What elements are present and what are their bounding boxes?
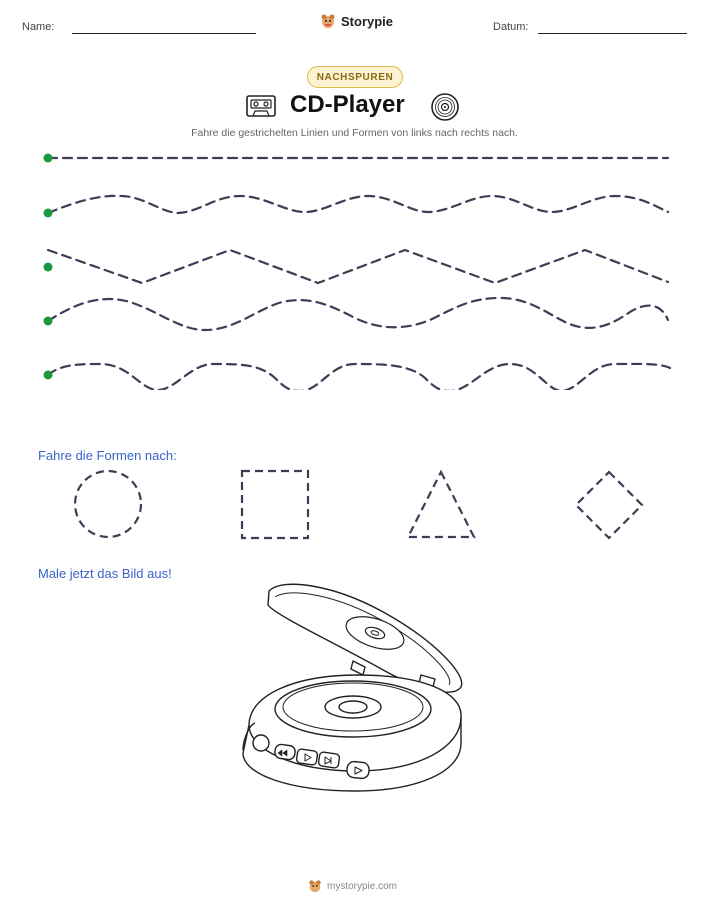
date-line[interactable] (538, 33, 687, 34)
brand-logo (320, 13, 393, 29)
footer-url[interactable]: mystorypie.com (327, 880, 398, 892)
cd-player-drawing (235, 575, 475, 810)
trace-line-rounded-wave[interactable] (48, 364, 670, 390)
start-dot (44, 263, 53, 272)
side-button[interactable] (253, 735, 269, 751)
trace-triangle-shape[interactable] (408, 472, 474, 537)
name-line[interactable] (72, 33, 256, 34)
category-badge: NACHSPUREN (307, 66, 403, 88)
storypie-logo-icon (320, 13, 336, 29)
page-title: CD-Player (290, 91, 405, 118)
trace-line-zigzag[interactable] (48, 250, 668, 283)
date-label: Datum: (493, 21, 529, 33)
start-dot (44, 317, 53, 326)
trace-circle-shape[interactable] (75, 471, 141, 537)
footer-brand (308, 879, 397, 893)
hinge (351, 661, 365, 675)
start-dot (44, 371, 53, 380)
shapes-heading: Fahre die Formen nach: (38, 448, 177, 463)
trace-diamond-shape[interactable] (576, 472, 642, 538)
trace-line-wave[interactable] (48, 196, 668, 213)
start-dot (44, 154, 53, 163)
trace-line-gentle-wave[interactable] (48, 298, 668, 330)
tracing-lines (0, 140, 709, 390)
instructions-text: Fahre die gestrichelten Linien und Formen von links nach rechts nach. (191, 127, 518, 139)
vinyl-disc-icon (430, 92, 460, 122)
skip-button[interactable] (346, 761, 370, 779)
brand-name: Storypie (341, 13, 394, 29)
cassette-icon (246, 95, 276, 117)
trace-square-shape[interactable] (242, 471, 308, 538)
tracing-shapes (0, 460, 709, 550)
storypie-logo-icon (308, 879, 322, 893)
play-button[interactable] (296, 749, 318, 766)
start-dot (44, 209, 53, 218)
name-label: Name: (22, 21, 55, 33)
coloring-heading: Male jetzt das Bild aus! (38, 566, 172, 581)
